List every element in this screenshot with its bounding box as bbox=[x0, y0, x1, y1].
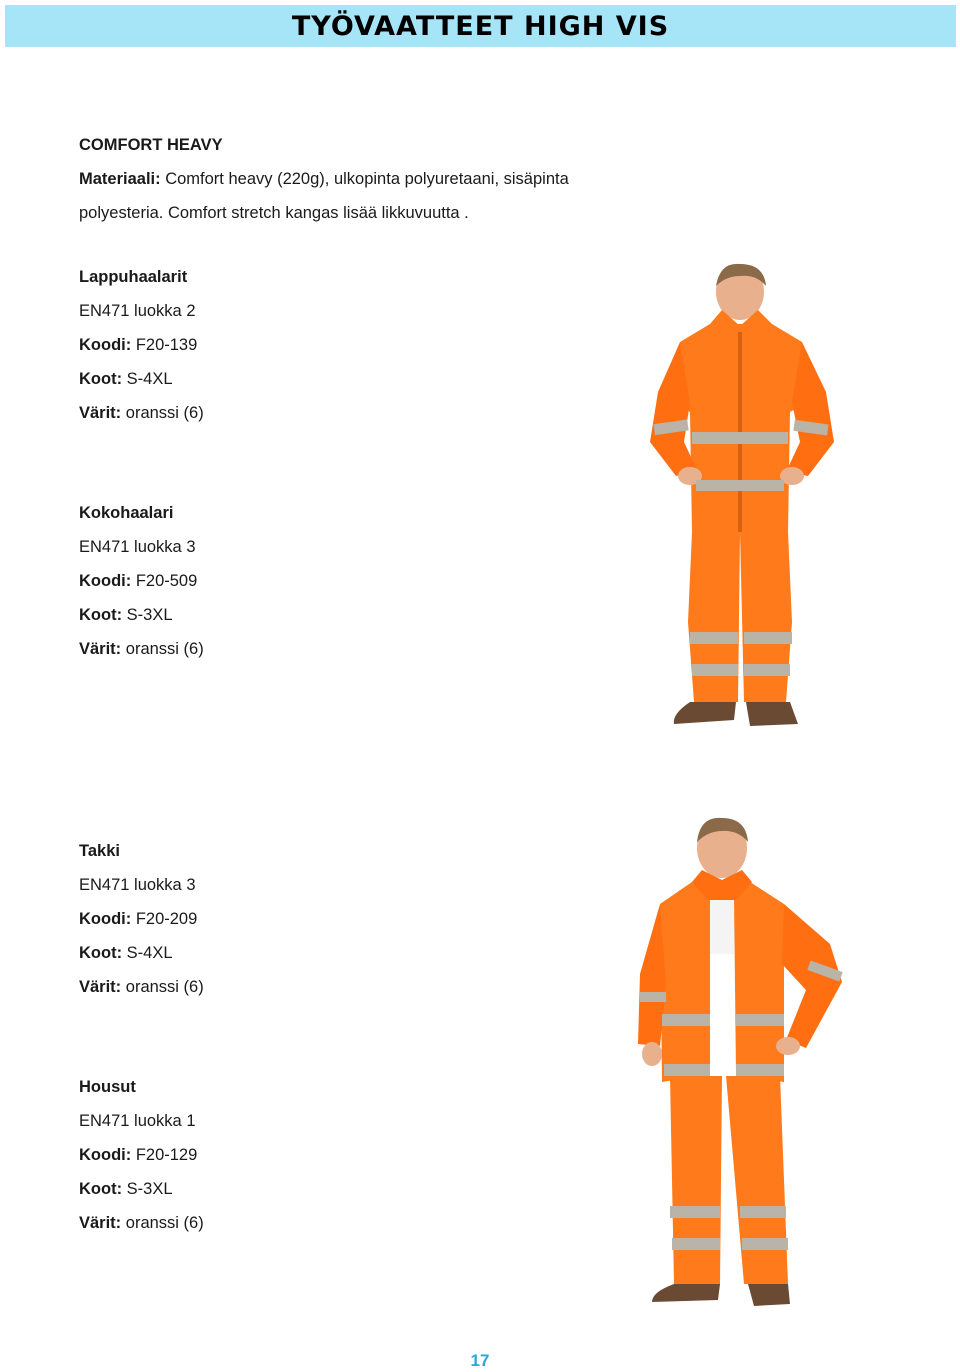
product-block-lappuhaalarit bbox=[79, 260, 204, 430]
colors-value: oranssi (6) bbox=[121, 640, 204, 658]
sizes-label: Koot: bbox=[79, 606, 123, 624]
sizes-value: S-4XL bbox=[122, 370, 173, 388]
product-standard: EN471 luokka 1 bbox=[79, 1112, 196, 1130]
code-label: Koodi: bbox=[79, 336, 132, 354]
collection-heading: COMFORT HEAVY bbox=[79, 136, 223, 154]
product-code-row bbox=[79, 902, 204, 936]
product-code-row bbox=[79, 1138, 204, 1172]
product-block-kokohaalari bbox=[79, 496, 204, 666]
worker-coverall-photo bbox=[640, 262, 860, 734]
colors-value: oranssi (6) bbox=[121, 404, 204, 422]
colors-label: Värit: bbox=[79, 1214, 122, 1232]
colors-value: oranssi (6) bbox=[121, 1214, 204, 1232]
material-line-2: polyesteria. Comfort stretch kangas lisää likkuvuutta . bbox=[79, 204, 469, 222]
code-label: Koodi: bbox=[79, 1146, 132, 1164]
product-colors-row bbox=[79, 396, 204, 430]
product-code-row bbox=[79, 328, 204, 362]
material-label: Materiaali: bbox=[79, 170, 161, 188]
colors-label: Värit: bbox=[79, 978, 122, 996]
product-standard: EN471 luokka 2 bbox=[79, 302, 196, 320]
product-code-row bbox=[79, 564, 204, 598]
product-block-housut bbox=[79, 1070, 204, 1240]
colors-value: oranssi (6) bbox=[121, 978, 204, 996]
intro-section bbox=[79, 128, 619, 230]
product-block-takki bbox=[79, 834, 204, 1004]
colors-label: Värit: bbox=[79, 640, 122, 658]
product-sizes-row bbox=[79, 362, 204, 396]
product-name: Housut bbox=[79, 1078, 136, 1096]
product-sizes-row bbox=[79, 1172, 204, 1206]
code-value: F20-509 bbox=[131, 572, 198, 590]
sizes-value: S-3XL bbox=[122, 606, 173, 624]
material-text-1: Comfort heavy (220g), ulkopinta polyuretaani, sisäpinta bbox=[160, 170, 569, 188]
product-name: Takki bbox=[79, 842, 120, 860]
code-label: Koodi: bbox=[79, 572, 132, 590]
colors-label: Värit: bbox=[79, 404, 122, 422]
product-sizes-row bbox=[79, 598, 204, 632]
product-colors-row bbox=[79, 632, 204, 666]
code-label: Koodi: bbox=[79, 910, 132, 928]
code-value: F20-139 bbox=[131, 336, 198, 354]
product-colors-row bbox=[79, 1206, 204, 1240]
page-title: TYÖVAATTEET HIGH VIS bbox=[291, 10, 670, 42]
worker-jacket-trousers-photo bbox=[630, 814, 860, 1314]
code-value: F20-129 bbox=[131, 1146, 198, 1164]
code-value: F20-209 bbox=[131, 910, 198, 928]
material-line-1 bbox=[79, 162, 619, 196]
product-standard: EN471 luokka 3 bbox=[79, 876, 196, 894]
product-name: Lappuhaalarit bbox=[79, 268, 188, 286]
sizes-label: Koot: bbox=[79, 1180, 123, 1198]
sizes-label: Koot: bbox=[79, 944, 123, 962]
product-standard: EN471 luokka 3 bbox=[79, 538, 196, 556]
product-colors-row bbox=[79, 970, 204, 1004]
page-number: 17 bbox=[470, 1351, 490, 1370]
product-sizes-row bbox=[79, 936, 204, 970]
sizes-label: Koot: bbox=[79, 370, 123, 388]
sizes-value: S-3XL bbox=[122, 1180, 173, 1198]
product-name: Kokohaalari bbox=[79, 504, 174, 522]
page-header-banner bbox=[5, 5, 956, 47]
sizes-value: S-4XL bbox=[122, 944, 173, 962]
